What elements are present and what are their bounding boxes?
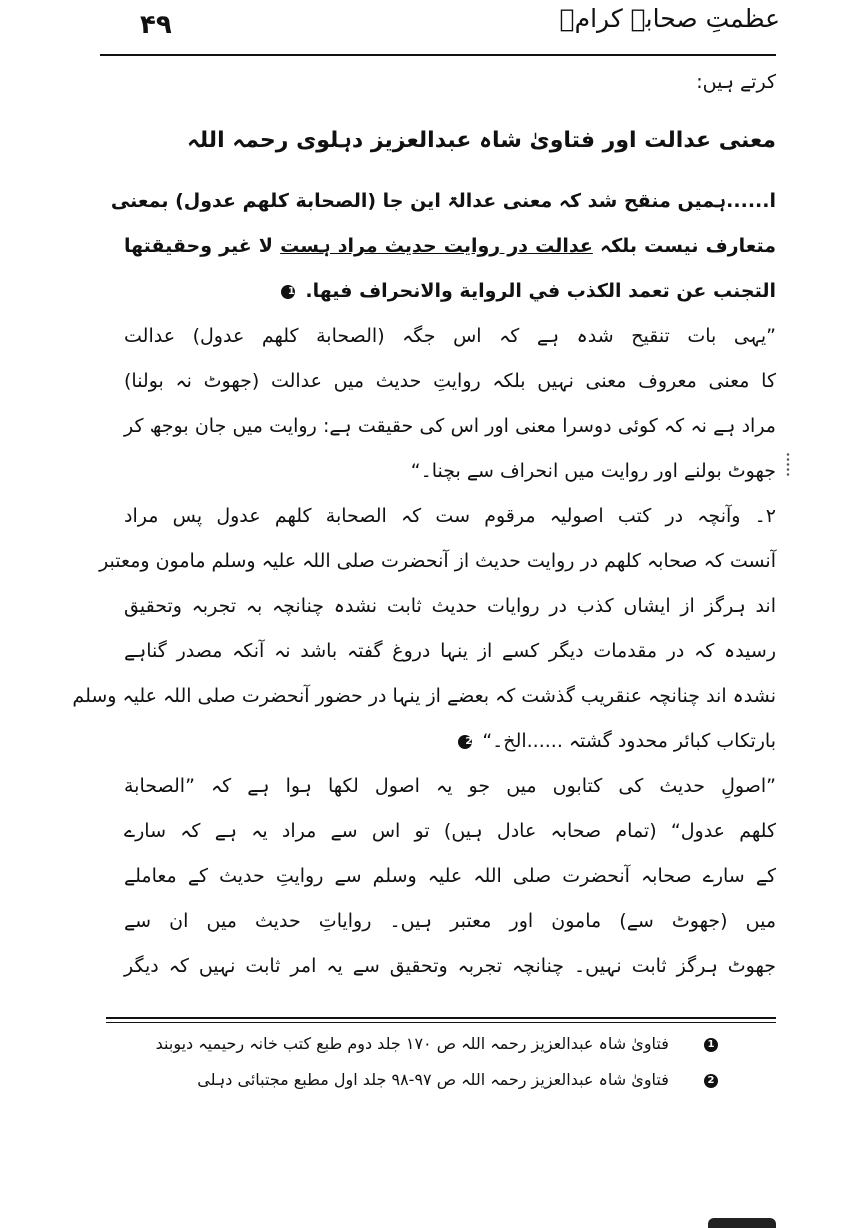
text-line: [124, 719, 776, 764]
text-line: آنست کہ صحابہ کلھم در روایت حدیث از آنحضرت صلی اللہ علیہ وسلم مامون ومعتبر: [99, 550, 776, 572]
footnote: [124, 1062, 722, 1098]
footnote-text: فتاویٰ شاہ عبدالعزیز رحمہ اللہ ص ۱۷۰ جلد دوم طبع کتب خانہ رحیمیہ دیوبند: [155, 1034, 669, 1053]
text-line: ا......ہمیں منقح شد کہ معنی عدالۃ این جا (الصحابة کلھم عدول) بمعنی: [110, 190, 776, 212]
text-line: کے سارے صحابہ آنحضرت صلی اللہ علیہ وسلم سے روایتِ حدیث کے معاملے: [124, 865, 776, 887]
footnote-marker: 1: [704, 1038, 718, 1052]
text-segment: التجنب عن تعمد الكذب في الرواية والانحراف فيها.: [305, 280, 776, 302]
text-line: [124, 224, 776, 269]
footnote-rule-thin: [106, 1022, 776, 1023]
text-line: مراد ہے نہ کہ کوئی دوسرا معنی اور اس کی حقیقت ہے: روایت میں جان بوجھ کر: [124, 415, 776, 437]
text-line: رسیدہ کہ در مقدمات دیگر کسے از ینہا دروغ گفتہ باشد نہ آنکہ مصدر گناہے: [124, 640, 776, 662]
page-header: [100, 0, 780, 58]
text-line: اند ہرگز از ایشاں کذب در روایات حدیث ثابت نشدہ چنانچہ بہ تجربہ وتحقیق: [124, 595, 776, 617]
text-line: ”یہی بات تنقیح شدہ ہے کہ اس جگہ (الصحابة کلھم عدول) عدالت: [124, 325, 776, 347]
text-line: کا معنی معروف معنی نہیں بلکہ روایتِ حدیث میں عدالت (جھوٹ نہ بولنا): [124, 370, 776, 392]
underlined-phrase: عدالت در روایت حدیث مراد ہست: [280, 235, 593, 257]
section-heading: معنی عدالت اور فتاویٰ شاہ عبدالعزیز دہلوی رحمہ اللہ: [186, 128, 776, 153]
text-line: کلھم عدول“ (تمام صحابہ عادل ہیں) تو اس سے مراد یہ ہے کہ سارے: [124, 820, 776, 842]
footnotes: [124, 1026, 722, 1098]
text-line: جھوٹ بولنے اور روایت میں انحراف سے بچنا۔“: [410, 460, 776, 482]
footnote-rule: [106, 1017, 776, 1019]
text-line: [124, 269, 776, 314]
footnote-marker: 2: [458, 735, 472, 749]
footnote: [124, 1026, 722, 1062]
text-segment: متعارف نیست بلکہ: [599, 235, 776, 257]
text-line: میں (جھوٹ سے) مامون اور معتبر ہیں۔ روایاتِ حدیث میں ان سے: [124, 910, 776, 932]
text-segment: لا غیر وحقیقتھا: [124, 235, 273, 257]
main-text: [72, 60, 776, 989]
text-line: نشدہ اند چنانچہ عنقریب گذشت کہ بعضے از ینہا در حضور آنحضرت صلی اللہ علیہ وسلم: [72, 685, 776, 707]
running-title: عظمتِ صحابہ کرامؓ: [559, 4, 780, 33]
text-line: ۲۔ وآنچہ در کتب اصولیہ مرقوم ست کہ الصحابة کلھم عدول پس مراد: [124, 505, 776, 527]
footnote-marker: 2: [704, 1074, 718, 1088]
header-rule: [100, 54, 776, 56]
margin-speckle: [786, 452, 790, 478]
footnote-marker: 1: [281, 285, 295, 299]
text-segment: بارتکاب کبائر محدود گشتہ ......الخ۔“: [482, 730, 776, 752]
text-line: جھوٹ ہرگز ثابت نہیں۔ چنانچہ تجربہ وتحقیق سے یہ امر ثابت نہیں کہ دیگر: [124, 955, 776, 977]
text-line: کرتے ہیں:: [696, 71, 776, 93]
page-edge-mark: [708, 1218, 776, 1228]
text-line: ”اصولِ حدیث کی کتابوں میں جو یہ اصول لکھا ہوا ہے کہ ”الصحابة: [124, 775, 776, 797]
footnote-text: فتاویٰ شاہ عبدالعزیز رحمہ اللہ ص ۹۷-۹۸ جلد اول مطبع مجتبائی دہلی: [197, 1070, 669, 1089]
page-number: ۴۹: [140, 10, 172, 40]
